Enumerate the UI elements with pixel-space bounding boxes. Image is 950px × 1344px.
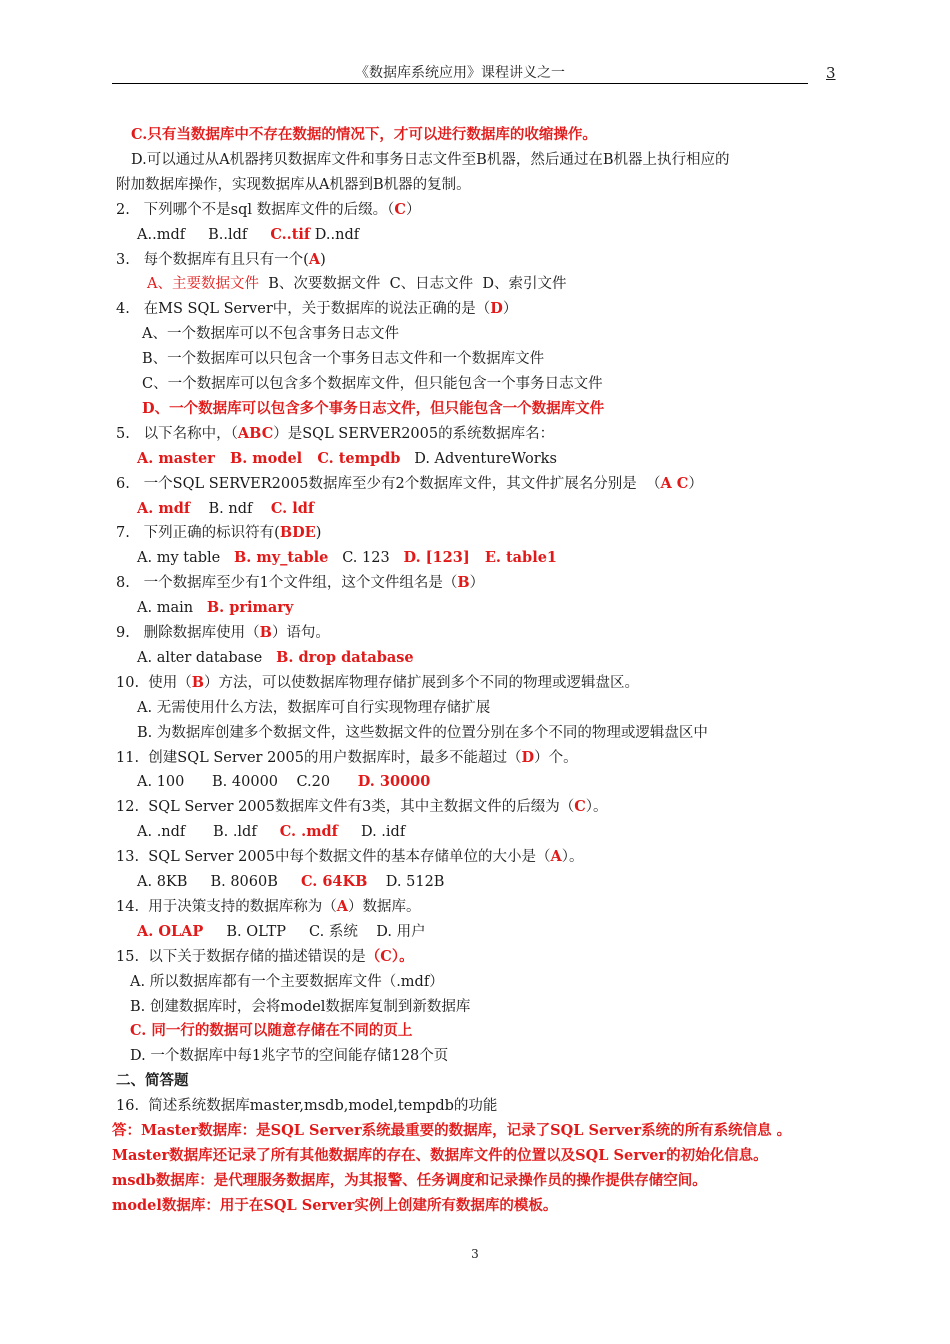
answer-text: BDE bbox=[279, 524, 316, 542]
text-run: A. 100 B. 40000 C.20 bbox=[137, 774, 358, 791]
text-line bbox=[116, 423, 554, 445]
answer-text: B. primary bbox=[206, 599, 294, 617]
answer-text: D bbox=[521, 748, 535, 766]
text-line bbox=[137, 448, 557, 470]
text-line bbox=[137, 722, 708, 744]
text-run: A. 无需使用什么方法，数据库可自行实现物理存储扩展 bbox=[137, 699, 491, 716]
answer-text: A bbox=[336, 897, 349, 915]
answer-text: D bbox=[490, 300, 503, 318]
text-line bbox=[116, 249, 326, 271]
text-run: A. 所以数据库都有一个主要数据库文件（.mdf） bbox=[130, 973, 444, 990]
answer-text: C. 同一行的数据可以随意存储在不同的页上 bbox=[130, 1022, 413, 1040]
text-run: D. 一个数据库中每1兆字节的空间能存储128个页 bbox=[130, 1048, 449, 1065]
text-run: ） bbox=[469, 575, 485, 592]
answer-text: C. ldf bbox=[270, 499, 315, 517]
text-run: ） bbox=[502, 301, 518, 318]
text-line bbox=[116, 946, 414, 968]
text-run: 二、简答题 bbox=[116, 1072, 189, 1090]
text-run: B. 创建数据库时，会将model数据库复制到新数据库 bbox=[130, 998, 471, 1015]
text-line bbox=[130, 996, 470, 1018]
text-line bbox=[137, 647, 414, 669]
text-line bbox=[137, 771, 430, 793]
text-line bbox=[137, 498, 314, 520]
answer-text: A. master B. model C. tempdb bbox=[137, 449, 401, 467]
text-run: 2. 下列哪个不是sql 数据库文件的后缀。（ bbox=[116, 201, 395, 218]
text-run: ）是SQL SERVER2005的系统数据库名： bbox=[273, 425, 555, 442]
text-line bbox=[112, 1120, 791, 1142]
text-run: ）语句。 bbox=[271, 625, 330, 641]
answer-text: C bbox=[574, 798, 586, 816]
text-line bbox=[116, 298, 517, 320]
text-run: ）个。 bbox=[534, 749, 578, 766]
answer-text: A. OLAP bbox=[137, 922, 204, 940]
text-line bbox=[142, 323, 399, 345]
text-line bbox=[131, 149, 730, 171]
answer-text: D. 30000 bbox=[357, 773, 431, 791]
text-line bbox=[112, 1195, 557, 1217]
text-run: 附加数据库操作，实现数据库从A机器到B机器的复制。 bbox=[116, 176, 471, 193]
text-line bbox=[137, 697, 490, 719]
text-line bbox=[137, 597, 293, 619]
text-line bbox=[116, 622, 330, 644]
text-run: 16. 简述系统数据库master,msdb,model,tempdb的功能 bbox=[116, 1098, 498, 1115]
answer-text: C. 64KB bbox=[300, 873, 368, 890]
text-run: B、次要数据文件 C、日志文件 D、索引文件 bbox=[258, 276, 567, 293]
text-line bbox=[142, 348, 544, 370]
text-line bbox=[130, 971, 444, 993]
answer-text: D. [123] E. table1 bbox=[403, 549, 558, 567]
answer-text: C.只有当数据库中不存在数据的情况下，才可以进行数据库的收缩操作。 bbox=[131, 126, 597, 143]
text-run: D. AdventureWorks bbox=[400, 450, 557, 467]
text-run: D.可以通过从A机器拷贝数据库文件和事务日志文件至B机器，然后通过在B机器上执行相应的 bbox=[131, 151, 730, 168]
answer-text: B. drop database bbox=[276, 648, 414, 666]
answer-text: ABC bbox=[237, 424, 274, 442]
answer-text: 答：Master数据库：是SQL Server系统最重要的数据库，记录了SQL Server系统的所有系统信息 。 bbox=[112, 1122, 792, 1139]
text-run: D. 512B bbox=[367, 874, 445, 890]
text-line bbox=[116, 199, 420, 221]
text-run: 9. 删除数据库使用（ bbox=[116, 625, 260, 641]
text-run: 11. 创建SQL Server 2005的用户数据库时，最多不能超过（ bbox=[116, 749, 522, 766]
text-run: ) bbox=[320, 251, 326, 268]
text-run: B. ndf bbox=[190, 500, 271, 517]
answer-text: B bbox=[457, 574, 470, 592]
text-line bbox=[116, 1070, 189, 1092]
answer-text: （C）。 bbox=[365, 947, 414, 965]
text-line bbox=[137, 921, 426, 943]
text-line bbox=[116, 747, 578, 769]
text-line bbox=[142, 373, 603, 395]
text-line bbox=[131, 124, 597, 146]
text-line bbox=[137, 821, 405, 843]
text-run: A..mdf B..ldf bbox=[137, 226, 271, 243]
text-run: ) bbox=[315, 525, 322, 542]
text-line bbox=[130, 1020, 412, 1042]
text-line bbox=[116, 1095, 497, 1117]
text-run: A. my table bbox=[137, 550, 235, 567]
text-line bbox=[116, 796, 608, 818]
text-line bbox=[137, 871, 444, 893]
text-line bbox=[137, 547, 557, 569]
text-run: B. 为数据库创建多个数据文件，这些数据文件的位置分别在多个不同的物理或逻辑盘区中 bbox=[137, 724, 708, 741]
answer-text: B. my_table bbox=[234, 549, 329, 567]
text-run: 4. 在MS SQL Server中，关于数据库的说法正确的是（ bbox=[116, 301, 491, 318]
text-run: C. 123 bbox=[328, 550, 404, 567]
text-line bbox=[116, 896, 421, 918]
answer-text: C. .mdf bbox=[279, 823, 338, 841]
text-line bbox=[116, 473, 703, 495]
text-run: ）。 bbox=[561, 849, 584, 866]
text-run: ）方法，可以使数据库物理存储扩展到多个不同的物理或逻辑盘区。 bbox=[204, 674, 640, 691]
text-run: A. .ndf B. .ldf bbox=[137, 824, 280, 841]
text-line bbox=[116, 522, 321, 544]
header-page-number: 3 bbox=[826, 64, 836, 82]
text-run: 6. 一个SQL SERVER2005数据库至少有2个数据库文件，其文件扩展名分别是 （ bbox=[116, 475, 661, 492]
text-line bbox=[112, 1145, 768, 1167]
answer-text: A C bbox=[660, 474, 689, 492]
text-run: D. .idf bbox=[337, 824, 406, 841]
text-run: 15. 以下关于数据存储的描述错误的是 bbox=[116, 948, 366, 965]
text-run: B、一个数据库可以只包含一个事务日志文件和一个数据库文件 bbox=[142, 351, 545, 368]
text-run: ） bbox=[688, 475, 703, 492]
text-run: ） bbox=[405, 201, 421, 218]
answer-text: C..tif bbox=[270, 225, 311, 243]
text-line bbox=[116, 174, 471, 196]
answer-text: C bbox=[394, 200, 406, 218]
text-run: 13. SQL Server 2005中每个数据文件的基本存储单位的大小是（ bbox=[116, 849, 551, 866]
text-run: A、一个数据库可以不包含事务日志文件 bbox=[142, 326, 399, 343]
text-run: 10. 使用（ bbox=[116, 674, 192, 691]
text-run: B. OLTP C. 系统 D. 用户 bbox=[203, 923, 426, 940]
answer-text: A bbox=[308, 250, 321, 268]
text-run: 14. 用于决策支持的数据库称为（ bbox=[116, 898, 337, 915]
text-run: 5. 以下名称中，（ bbox=[116, 425, 238, 442]
text-run: ）。 bbox=[585, 799, 608, 816]
answer-text: B bbox=[259, 624, 272, 641]
answer-text: Master数据库还记录了所有其他数据库的存在、数据库文件的位置以及SQL Server的初始化信息。 bbox=[112, 1146, 768, 1164]
text-run: 7. 下列正确的标识符有( bbox=[116, 525, 280, 542]
answer-text: A、主要数据文件 bbox=[147, 276, 259, 293]
text-line bbox=[130, 1045, 448, 1067]
text-run: 3. 每个数据库有且只有一个( bbox=[116, 251, 309, 268]
answer-text: D、一个数据库可以包含多个事务日志文件，但只能包含一个数据库文件 bbox=[142, 399, 605, 417]
answer-text: A bbox=[550, 848, 562, 866]
text-run: C、一个数据库可以包含多个数据库文件，但只能包含一个事务日志文件 bbox=[142, 376, 603, 392]
answer-text: B bbox=[191, 673, 205, 691]
text-line bbox=[147, 273, 567, 295]
text-run: A. main bbox=[137, 600, 207, 617]
text-line bbox=[142, 398, 604, 420]
text-line bbox=[116, 572, 484, 594]
header-title: 《数据库系统应用》课程讲义之一 bbox=[355, 65, 565, 81]
text-run: 12. SQL Server 2005数据库文件有3类，其中主数据文件的后缀为（ bbox=[116, 799, 575, 816]
text-line bbox=[137, 224, 359, 246]
text-run: A. 8KB B. 8060B bbox=[137, 874, 301, 890]
answer-text: model数据库：用于在SQL Server实例上创建所有数据库的模板。 bbox=[112, 1196, 558, 1214]
answer-text: msdb数据库：是代理服务数据库，为其报警、任务调度和记录操作员的操作提供存储空间。 bbox=[112, 1171, 707, 1189]
text-run: 8. 一个数据库至少有1个文件组，这个文件组名是（ bbox=[116, 575, 458, 592]
footer-page-number: 3 bbox=[471, 1247, 479, 1261]
text-run: ）数据库。 bbox=[348, 898, 421, 915]
answer-text: A. mdf bbox=[137, 499, 191, 517]
text-line bbox=[116, 672, 639, 694]
text-run: D..ndf bbox=[310, 226, 360, 243]
text-run: A. alter database bbox=[137, 649, 277, 666]
text-line bbox=[112, 1170, 707, 1192]
text-line bbox=[116, 846, 584, 868]
header-rule bbox=[112, 83, 808, 84]
